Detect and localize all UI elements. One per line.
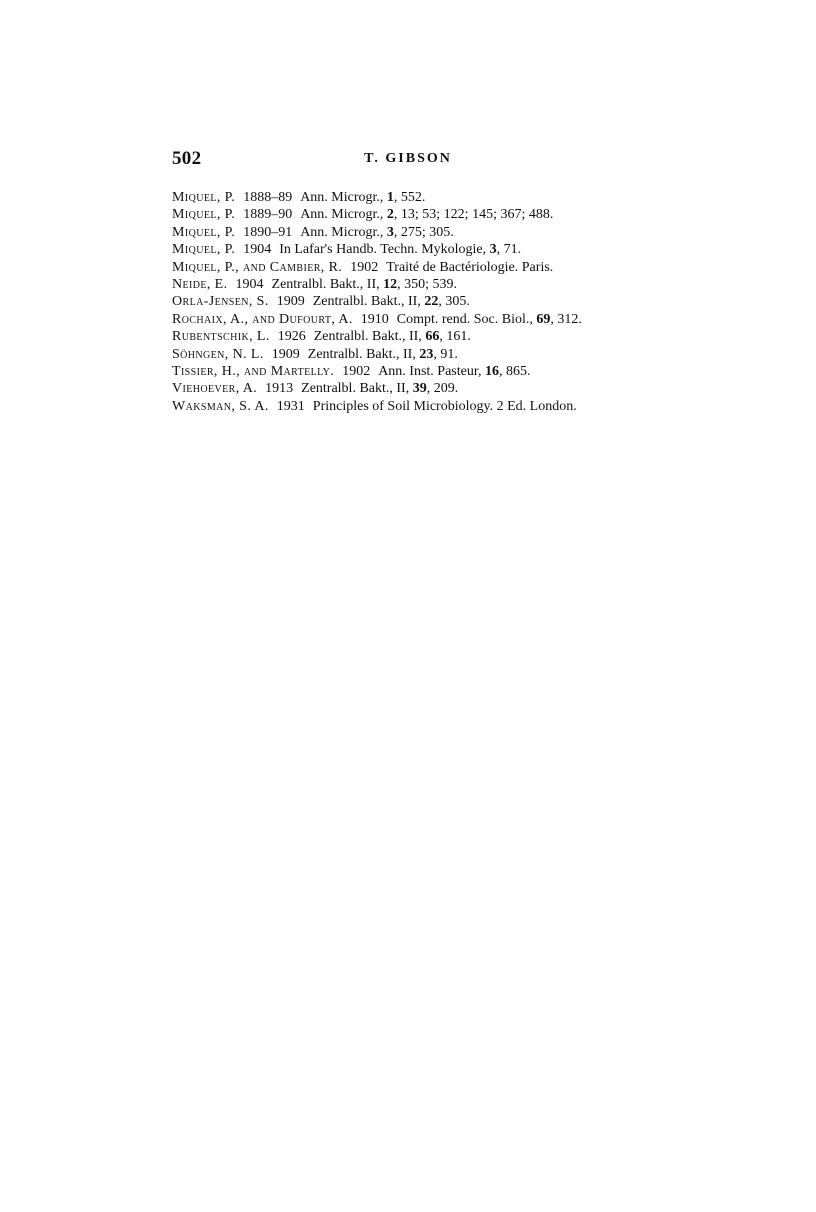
reference-author: Viehoever, A. [172, 381, 258, 397]
reference-entry [172, 311, 732, 328]
reference-year: 1902 [342, 363, 371, 379]
reference-author: Rubentschik, L. [172, 329, 270, 345]
reference-author: Söhngen, N. L. [172, 346, 264, 362]
reference-year: 1909 [276, 294, 305, 310]
reference-pages: , 209. [426, 381, 459, 397]
reference-pages: , 552. [393, 190, 426, 205]
reference-pages: , 91. [433, 346, 458, 362]
reference-volume: 69 [536, 311, 551, 327]
reference-citation: Zentralbl. Bakt., II, [307, 346, 420, 362]
reference-pages: , 305. [438, 294, 470, 310]
reference-entry [172, 189, 732, 206]
reference-year: 1910 [360, 311, 389, 327]
reference-year: 1926 [277, 329, 306, 345]
reference-citation: Traité de Bactériologie. Paris. [386, 259, 554, 275]
running-head: T. GIBSON [364, 151, 452, 166]
reference-year: 1909 [271, 346, 300, 362]
reference-entry [172, 398, 732, 415]
reference-volume: 39 [412, 381, 427, 397]
reference-year: 1890–91 [243, 224, 293, 240]
reference-author: Miquel, P., and Cambier, R. [172, 259, 343, 275]
reference-citation: Zentralbl. Bakt., II, [312, 294, 425, 310]
reference-author: Waksman, S. A. [172, 398, 269, 414]
page-number: 502 [172, 148, 202, 169]
reference-volume: 23 [419, 346, 434, 362]
reference-citation: Zentralbl. Bakt., II, [313, 329, 426, 345]
reference-volume: 16 [484, 363, 499, 379]
reference-pages: , 865. [498, 363, 531, 379]
reference-author: Orla-Jensen, S. [172, 294, 269, 310]
reference-volume: 12 [383, 276, 398, 292]
reference-volume: 3 [489, 242, 497, 258]
reference-author: Neide, E. [172, 276, 228, 292]
reference-volume: 2 [386, 207, 394, 223]
reference-pages: , 13; 53; 122; 145; 367; 488. [393, 207, 554, 223]
reference-author: Rochaix, A., and Dufourt, A. [172, 311, 353, 327]
reference-entry [172, 224, 732, 241]
reference-volume: 3 [386, 224, 394, 240]
reference-citation: Ann. Inst. Pasteur, [378, 363, 485, 379]
reference-citation: Ann. Microgr., [300, 190, 387, 205]
reference-year: 1888–89 [243, 190, 293, 205]
reference-year: 1904 [243, 242, 272, 258]
reference-entry [172, 363, 732, 380]
reference-author: Tissier, H., and Martelly. [172, 363, 335, 379]
reference-volume: 66 [425, 329, 440, 345]
reference-citation: Zentralbl. Bakt., II, [301, 381, 413, 397]
reference-entry [172, 346, 732, 363]
reference-list [172, 189, 732, 415]
reference-entry [172, 206, 732, 223]
reference-pages: , 350; 539. [397, 276, 457, 292]
reference-citation: Compt. rend. Soc. Biol., [396, 311, 537, 327]
reference-year: 1902 [350, 259, 379, 275]
reference-entry [172, 293, 732, 310]
reference-year: 1913 [265, 381, 294, 397]
reference-year: 1889–90 [243, 207, 293, 223]
reference-entry [172, 241, 732, 258]
reference-author: Miquel, P. [172, 207, 236, 223]
reference-pages: , 312. [550, 311, 582, 327]
reference-citation: Zentralbl. Bakt., II, [271, 276, 384, 292]
reference-pages: , 275; 305. [393, 224, 454, 240]
reference-author: Miquel, P. [172, 224, 236, 240]
reference-entry [172, 328, 732, 345]
reference-year: 1904 [235, 276, 264, 292]
reference-entry [172, 276, 732, 293]
reference-volume: 22 [424, 294, 439, 310]
reference-pages: , 161. [439, 329, 471, 345]
reference-pages: , 71. [496, 242, 522, 258]
reference-volume: 1 [386, 190, 394, 205]
reference-year: 1931 [276, 398, 305, 414]
reference-citation: Ann. Microgr., [300, 207, 387, 223]
reference-author: Miquel, P. [172, 190, 236, 205]
reference-entry [172, 259, 732, 276]
reference-citation: Principles of Soil Microbiology. 2 Ed. London. [312, 398, 577, 414]
reference-author: Miquel, P. [172, 242, 236, 258]
reference-citation: In Lafar's Handb. Techn. Mykologie, [279, 242, 490, 258]
reference-citation: Ann. Microgr., [300, 224, 387, 240]
reference-entry [172, 380, 732, 397]
